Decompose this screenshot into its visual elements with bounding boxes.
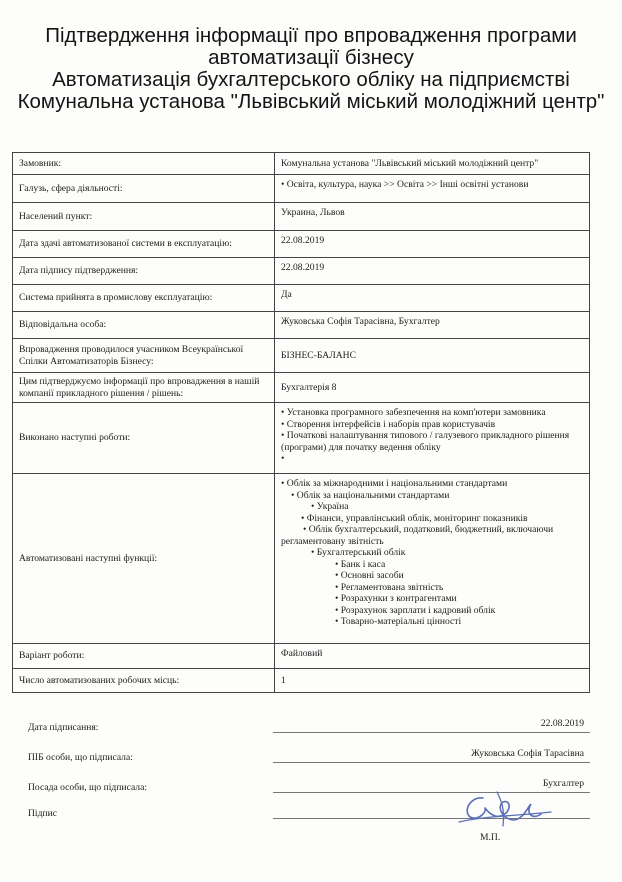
function-item: • Розрахунок зарплати і кадровий облік [281,605,583,617]
workplaces-value: 1 [275,669,590,693]
title-line-3: Автоматизація бухгалтерського обліку на підприємстві [52,68,570,91]
functions-value [275,474,590,644]
functions-label: Автоматизовані наступні функції: [13,474,275,644]
row-city [13,203,590,231]
implementer-label: Впровадження проводилося учасником Всеукраїнської Спілки Автоматизаторів Бізнесу: [13,339,275,373]
function-item: • Облік за міжнародними і національними стандартами [281,478,583,490]
title-line-1: Підтвердження інформації про впровадження програми [45,24,577,47]
signing-date-line [273,732,590,733]
accepted-label: Система прийнята в промислову експлуатацію: [13,285,275,312]
customer-label: Замовник: [13,153,275,175]
document-title [0,25,622,113]
city-value: Украина, Львов [275,203,590,231]
signing-date-label: Дата підписання: [28,722,99,733]
works-value [275,403,590,474]
industry-value: • Освіта, культура, наука >> Освіта >> Інші освітні установи [275,175,590,203]
handover-value: 22.08.2019 [275,231,590,258]
signing-date-value: 22.08.2019 [540,718,584,729]
signing-label: Дата підпису підтвердження: [13,258,275,285]
function-item: • Банк і каса [281,559,583,571]
title-line-4: Комунальна установа "Львівський міський молодіжний центр" [17,90,605,113]
city-label: Населений пункт: [13,203,275,231]
confirmation-table [12,152,590,693]
function-item: • Україна [281,501,583,513]
row-signing-date [13,258,590,285]
signer-position-value: Бухгалтер [542,778,584,789]
solution-value: Бухгалтерія 8 [275,373,590,403]
mode-value: Файловий [275,644,590,669]
work-item: • Початкові налаштування типового / галузевого прикладного рішення (програми) для початку ведення обліку [281,430,583,453]
signer-position-label: Посада особи, що підписала: [28,782,147,793]
work-item: • Установка програмного забезпечення на комп'ютери замовника [281,407,583,419]
accepted-value: Да [275,285,590,312]
row-accepted [13,285,590,312]
mode-label: Варіант роботи: [13,644,275,669]
handwritten-signature [455,786,555,834]
customer-value: Комунальна установа "Львівський міський молодіжний центр" [275,153,590,175]
work-item: • Створення інтерфейсів і наборів прав користувачів [281,419,583,431]
function-item: • Основні засоби [281,570,583,582]
row-solution [13,373,590,403]
work-item [281,453,583,465]
function-item: • Розрахунки з контрагентами [281,593,583,605]
row-workplaces [13,669,590,693]
title-line-2: автоматизації бізнесу [208,46,414,69]
row-responsible [13,312,590,339]
function-item: • Облік за національними стандартами [281,490,583,502]
responsible-value: Жуковська Софія Тарасівна, Бухгалтер [275,312,590,339]
row-functions [13,474,590,644]
industry-label: Галузь, сфера діяльності: [13,175,275,203]
function-item: • Облік бухгалтерський, податковий, бюджетний, включаючи регламентовану звітність [281,524,583,547]
signature-label: Підпис [28,808,58,819]
row-industry [13,175,590,203]
signer-name-value: Жуковська Софія Тарасівна [471,748,584,759]
row-mode [13,644,590,669]
function-item: • Регламентована звітність [281,582,583,594]
row-works [13,403,590,474]
signer-name-label: ПІБ особи, що підписала: [28,752,133,763]
function-item: • Фінанси, управлінський облік, моніторинг показників [281,513,583,525]
responsible-label: Відповідальна особа: [13,312,275,339]
signer-name-line [273,762,590,763]
implementer-value: БІЗНЕС-БАЛАНС [275,339,590,373]
works-label: Виконано наступні роботи: [13,403,275,474]
workplaces-label: Число автоматизованих робочих місць: [13,669,275,693]
row-implementer [13,339,590,373]
signing-value: 22.08.2019 [275,258,590,285]
handover-label: Дата здачі автоматизованої системи в експлуатацію: [13,231,275,258]
solution-label: Цим підтверджуємо інформації про впровадження в нашій компанії прикладного рішення / рішень: [13,373,275,403]
function-item: • Товарно-матеріальні цінності [281,616,583,628]
function-item: • Бухгалтерський облік [281,547,583,559]
stamp-place-label: М.П. [480,832,501,843]
row-handover-date [13,231,590,258]
row-customer [13,153,590,175]
